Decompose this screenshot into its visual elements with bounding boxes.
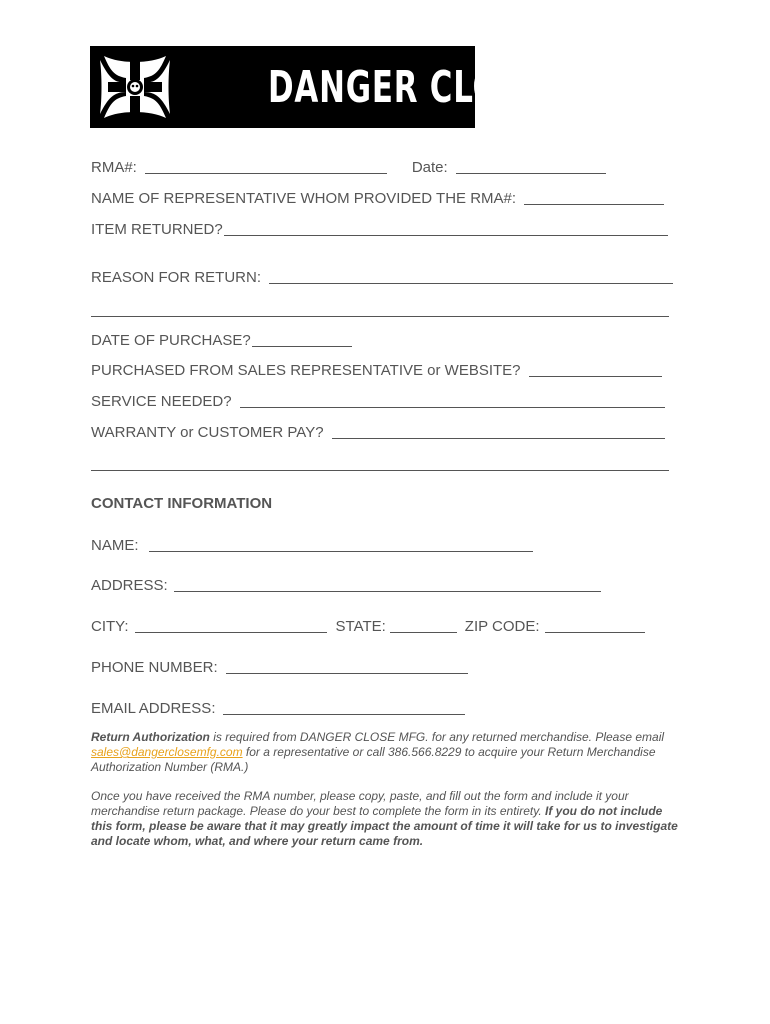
sales-email-link[interactable]: sales@dangerclosemfg.com [91,745,243,759]
warranty-field-line-2[interactable] [91,470,669,471]
reason-field-line-2[interactable] [91,316,669,317]
service-label: SERVICE NEEDED? [91,393,232,410]
address-label: ADDRESS: [91,577,168,594]
email-row [91,700,465,717]
brand-name: DANGER CLOSE MFG [268,62,636,113]
iron-cross-emblem-icon [90,46,265,128]
company-logo [90,46,636,128]
warranty-label: WARRANTY or CUSTOMER PAY? [91,424,324,441]
phone-field[interactable] [226,672,468,674]
purchase-date-label: DATE OF PURCHASE? [91,332,251,349]
state-label: STATE: [335,618,386,635]
purchased-from-row [91,362,662,379]
service-row [91,393,665,410]
address-row [91,577,601,594]
purchase-date-field[interactable] [252,345,352,347]
item-field[interactable] [224,234,668,236]
zip-field[interactable] [545,631,645,633]
city-field[interactable] [135,631,327,633]
rma-label: RMA#: [91,159,137,176]
purchased-from-field[interactable] [529,375,662,377]
name-field[interactable] [149,550,533,552]
rma-instructions-title: Return Authorization [91,730,210,744]
date-field[interactable] [456,172,606,174]
return-package-text: Once you have received the RMA number, please copy, paste, and fill out the form and include it your merchandise return package. Please do your best to complete the form in its entirety. [91,789,629,818]
purchased-from-label: PURCHASED FROM SALES REPRESENTATIVE or WEBSITE? [91,362,521,379]
purchase-date-row [91,332,352,349]
rma-instructions-text-2: for a representative or call 386.566.8229 to acquire your Return Merchandise Authorization Number (RMA.) [91,745,656,774]
reason-label: REASON FOR RETURN: [91,269,262,286]
state-field[interactable] [390,631,457,633]
rma-instructions [91,730,681,775]
email-field[interactable] [223,713,465,715]
zip-label: ZIP CODE: [464,618,540,635]
phone-row [91,659,468,676]
city-label: CITY: [91,618,129,635]
name-label: NAME: [91,537,139,554]
rma-row [91,159,606,176]
name-row [91,537,533,554]
warranty-row [91,424,665,441]
rma-field[interactable] [145,172,387,174]
email-label: EMAIL ADDRESS: [91,700,216,717]
date-label: Date: [411,159,448,176]
representative-label: NAME OF REPRESENTATIVE WHOM PROVIDED THE RMA#: [91,190,517,207]
phone-label: PHONE NUMBER: [91,659,218,676]
return-package-warning: If you do not include this form, please be aware that it may greatly impact the amount of time it will take for us to investigate and locate whom, what, and where your return came from. [91,804,678,848]
item-label: ITEM RETURNED? [91,221,223,238]
city-row [91,618,645,635]
item-row [91,221,668,238]
reason-field[interactable] [269,282,673,284]
representative-row [91,190,664,207]
representative-field[interactable] [524,203,664,205]
address-field[interactable] [174,590,601,592]
service-field[interactable] [240,406,665,408]
contact-heading: CONTACT INFORMATION [91,495,273,512]
rma-instructions-text-1: is required from DANGER CLOSE MFG. for any returned merchandise. Please email [209,730,665,744]
warranty-field[interactable] [332,437,665,439]
reason-row [91,269,673,286]
return-package-instructions [91,789,681,849]
